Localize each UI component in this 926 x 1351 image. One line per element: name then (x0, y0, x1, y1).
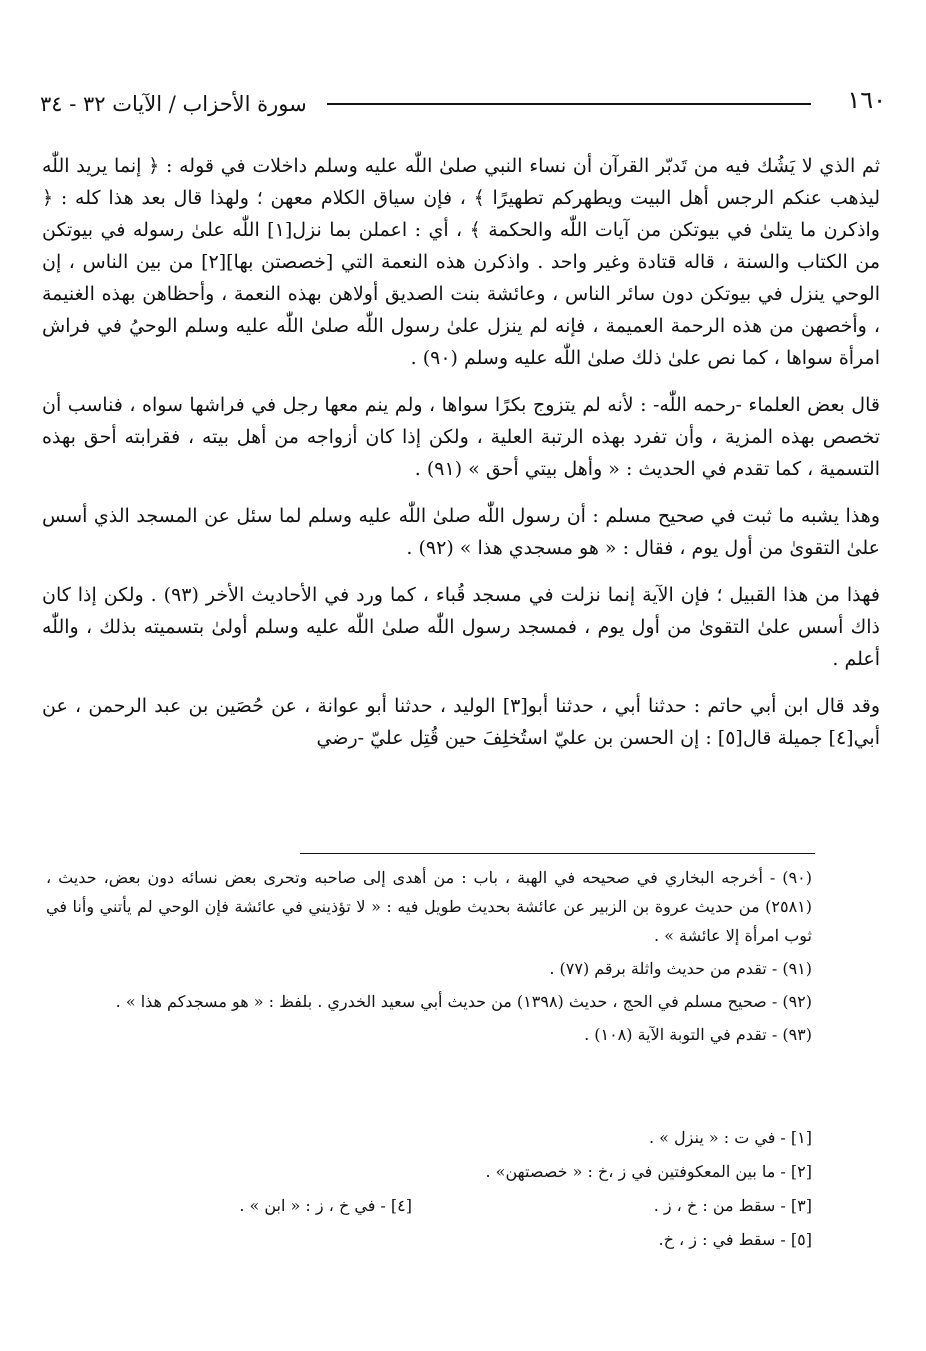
paragraph: ثم الذي لا يَشُك فيه من تَدبّر القرآن أن نساء النبي صلىٰ اللّٰه عليه وسلم داخلات في قوله : ﴿ إنما يريد اللّٰه ليذهب عنكم الرجس أهل البيت ويطهركم تطهيرًا ﴾ ، فإن سياق الكلام معهن ؛ ولهذا قال بعد هذا كله : ﴿ واذكرن ما يتلىٰ في بيوتكن من آيات اللّٰه والحكمة ﴾ ، أي : اعملن بما نزل[١] اللّٰه علىٰ رسوله في بيوتكن من الكتاب والسنة ، قاله قتادة وغير واحد . واذكرن هذه النعمة التي [خصصتن بها][٢] من بين الناس ، إن الوحي ينزل في بيوتكن دون سائر الناس ، وعائشة بنت الصديق أولاهن بهذه النعمة ، وأحظاهن بهذه الغنيمة ، وأخصهن من هذه الرحمة العميمة ، فإنه لم ينزل علىٰ رسول اللّٰه صلىٰ اللّٰه عليه وسلم الوحيُ في فراش امرأة سواها ، كما نص علىٰ ذلك صلىٰ اللّٰه عليه وسلم (٩٠) . (42, 155, 880, 369)
footnote: (٩٢) - صحيح مسلم في الحج ، حديث (١٣٩٨) من حديث أبي سعيد الخدري . بلفظ : « هو مسجدكم هذا » . (115, 992, 812, 1011)
paragraph: فهذا من هذا القبيل ؛ فإن الآية إنما نزلت في مسجد قُباء ، كما ورد في الأحاديث الأخر (٩٣) . ولكن إذا كان ذاك أسس علىٰ التقوىٰ من أول يوم ، فمسجد رسول اللّٰه صلىٰ اللّٰه عليه وسلم أولىٰ بتسميته بذلك ، واللّٰه أعلم . (42, 584, 880, 670)
footnote: (٩٣) - تقدم في التوبة الآية (١٠٨) . (584, 1025, 812, 1044)
header-rule (327, 103, 811, 105)
variant-row (140, 1158, 812, 1185)
manuscript-variants (140, 1124, 812, 1260)
running-header (40, 86, 886, 122)
footnote-divider (300, 853, 815, 854)
variant-row (140, 1226, 812, 1253)
footnote: (٩١) - تقدم من حديث واثلة برقم (٧٧) . (549, 959, 812, 978)
footnote: (٩٠) - أخرجه البخاري في صحيحه في الهبة ، باب : من أهدى إلى صاحبه وتحرى بعض نسائه دون بعض، حديث ، (٢٥٨١) من حديث عروة بن الزبير عن عائشة بحديث طويل فيه : « لا تؤذيني في عائشة فإن الوحي لم يأتني وأنا في ثوب امرأة إلا عائشة » . (46, 868, 812, 945)
variant-note: [٥] - سقط في : ز ، خ. (658, 1230, 812, 1249)
variant-note: [٢] - ما بين المعكوفتين في ز ،خ : « خصصتهن» . (485, 1162, 812, 1181)
variant-note (140, 1124, 412, 1151)
paragraph: قال بعض العلماء -رحمه اللّٰه- : لأنه لم يتزوج بكرًا سواها ، ولم ينم معها رجل في فراشها سواه ، فناسب أن تخصص بهذه المزية ، وأن تفرد بهذه الرتبة العلية ، ولكن إذا كان أزواجه من أهل بيته ، فقرابته أحق بهذه التسمية ، كما تقدم في الحديث : « وأهل بيتي أحق » (٩١) . (42, 394, 880, 480)
variant-note: [٣] - سقط من : خ ، ز . (653, 1196, 812, 1215)
paragraph: وهذا يشبه ما ثبت في صحيح مسلم : أن رسول اللّٰه صلىٰ اللّٰه عليه وسلم لما سئل عن المسجد الذي أسس علىٰ التقوىٰ من أول يوم ، فقال : « هو مسجدي هذا » (٩٢) . (42, 505, 880, 559)
variant-note: [١] - في ت : « ينزل » . (648, 1128, 812, 1147)
header-title: سورة الأحزاب / الآيات ٣٢ - ٣٤ (40, 92, 307, 116)
variant-row (140, 1192, 812, 1219)
main-text (42, 150, 880, 769)
page-number: ١٦٠ (847, 86, 886, 114)
paragraph: وقد قال ابن أبي حاتم : حدثنا أبي ، حدثنا أبو[٣] الوليد ، حدثنا أبو عوانة ، عن حُصَين بن عبد الرحمن ، عن أبي[٤] جميلة قال[٥] : إن الحسن بن عليّ استُخلِفَ حين قُتِل عليّ -رضي (42, 695, 880, 749)
variant-note: [٤] - في خ ، ز : « ابن » . (239, 1196, 412, 1215)
variant-note (140, 1158, 412, 1185)
variant-row (140, 1124, 812, 1151)
variant-note (140, 1226, 412, 1253)
footnotes (46, 863, 812, 1053)
